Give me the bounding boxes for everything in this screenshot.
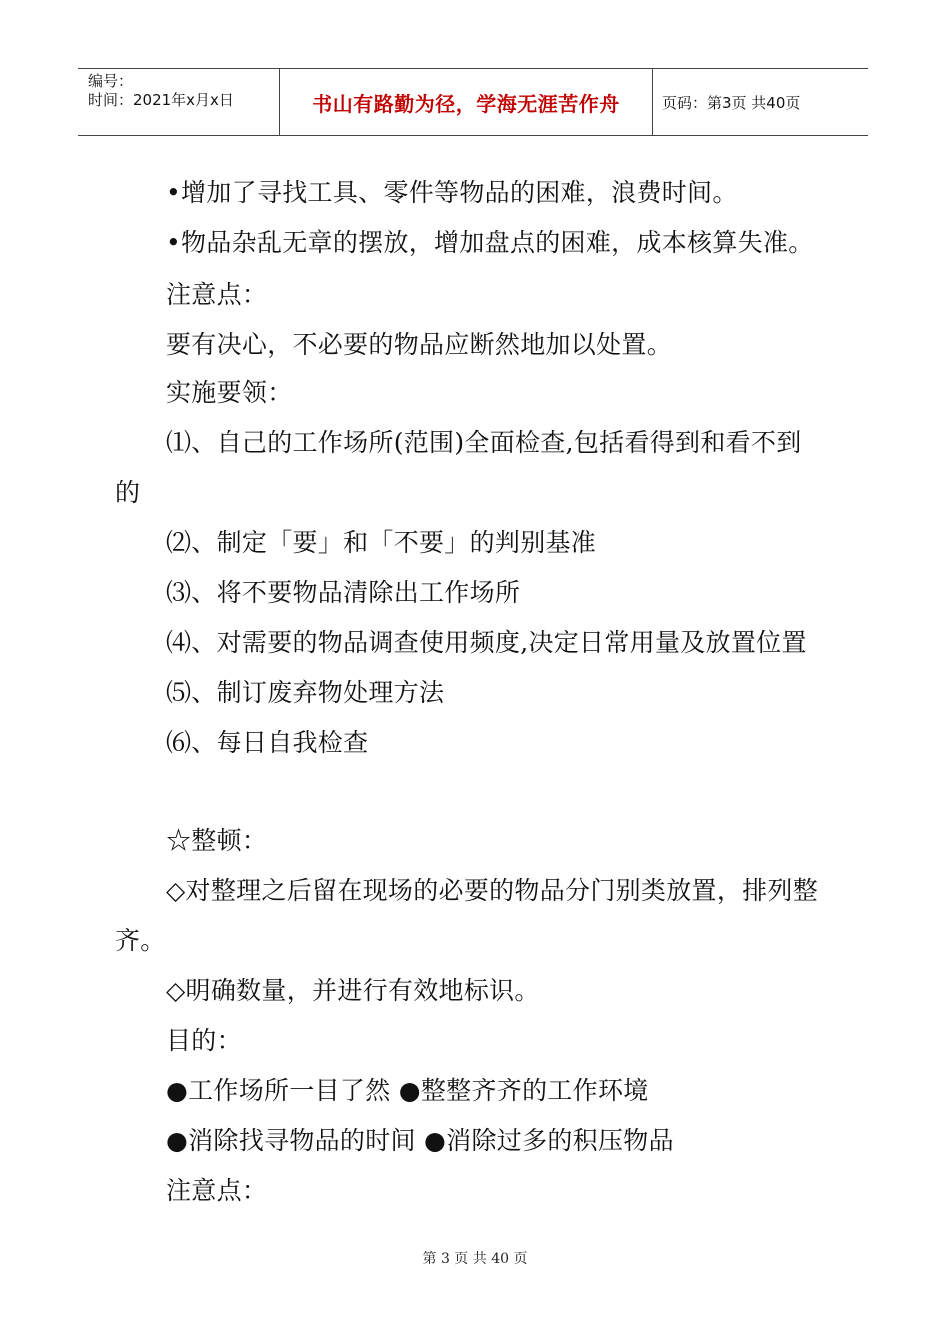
bullet-line: •物品杂乱无章的摆放，增加盘点的困难，成本核算失准。 (166, 228, 814, 257)
diamond-line: ◇对整理之后留在现场的必要的物品分门别类放置，排列整 (166, 876, 819, 905)
section-label: 注意点： (166, 1176, 268, 1205)
section-label: 注意点： (166, 280, 268, 309)
date-label: 时间：2021年x月x日 (88, 91, 234, 109)
numbered-item: ⑸、制订废弃物处理方法 (166, 678, 445, 707)
numbered-item: ⑴、自己的工作场所(范围)全面检查,包括看得到和看不到 (166, 428, 802, 457)
purpose-line: ●工作场所一目了然 ●整整齐齐的工作环境 (166, 1076, 649, 1105)
bullet-line: •增加了寻找工具、零件等物品的困难，浪费时间。 (166, 178, 738, 207)
purpose-line: ●消除找寻物品的时间 ●消除过多的积压物品 (166, 1126, 674, 1155)
header-page-label: 页码：第3页 共40页 (662, 93, 801, 112)
numbered-item: ⑵、制定「要」和「不要」的判别基准 (166, 528, 597, 557)
page-footer: 第 3 页 共 40 页 (422, 1251, 528, 1267)
section-label: 实施要领： (166, 378, 293, 407)
document-header (78, 68, 868, 136)
numbered-item: ⑹、每日自我检查 (166, 728, 369, 757)
numbered-item: ⑶、将不要物品清除出工作场所 (166, 578, 521, 607)
numbered-item-continuation: 的 (115, 478, 141, 507)
code-label: 编号： (88, 72, 134, 90)
numbered-item: ⑷、对需要的物品调查使用频度,决定日常用量及放置位置 (166, 628, 807, 657)
diamond-line-continuation: 齐。 (115, 926, 166, 955)
paragraph-line: 要有决心，不必要的物品应断然地加以处置。 (166, 330, 673, 359)
section-label: 目的： (166, 1026, 242, 1055)
header-motto: 书山有路勤为径，学海无涯苦作舟 (312, 91, 620, 116)
header-meta (88, 72, 234, 110)
header-divider (652, 69, 653, 135)
section-heading: ☆整顿： (166, 826, 268, 855)
diamond-line: ◇明确数量，并进行有效地标识。 (166, 976, 540, 1005)
